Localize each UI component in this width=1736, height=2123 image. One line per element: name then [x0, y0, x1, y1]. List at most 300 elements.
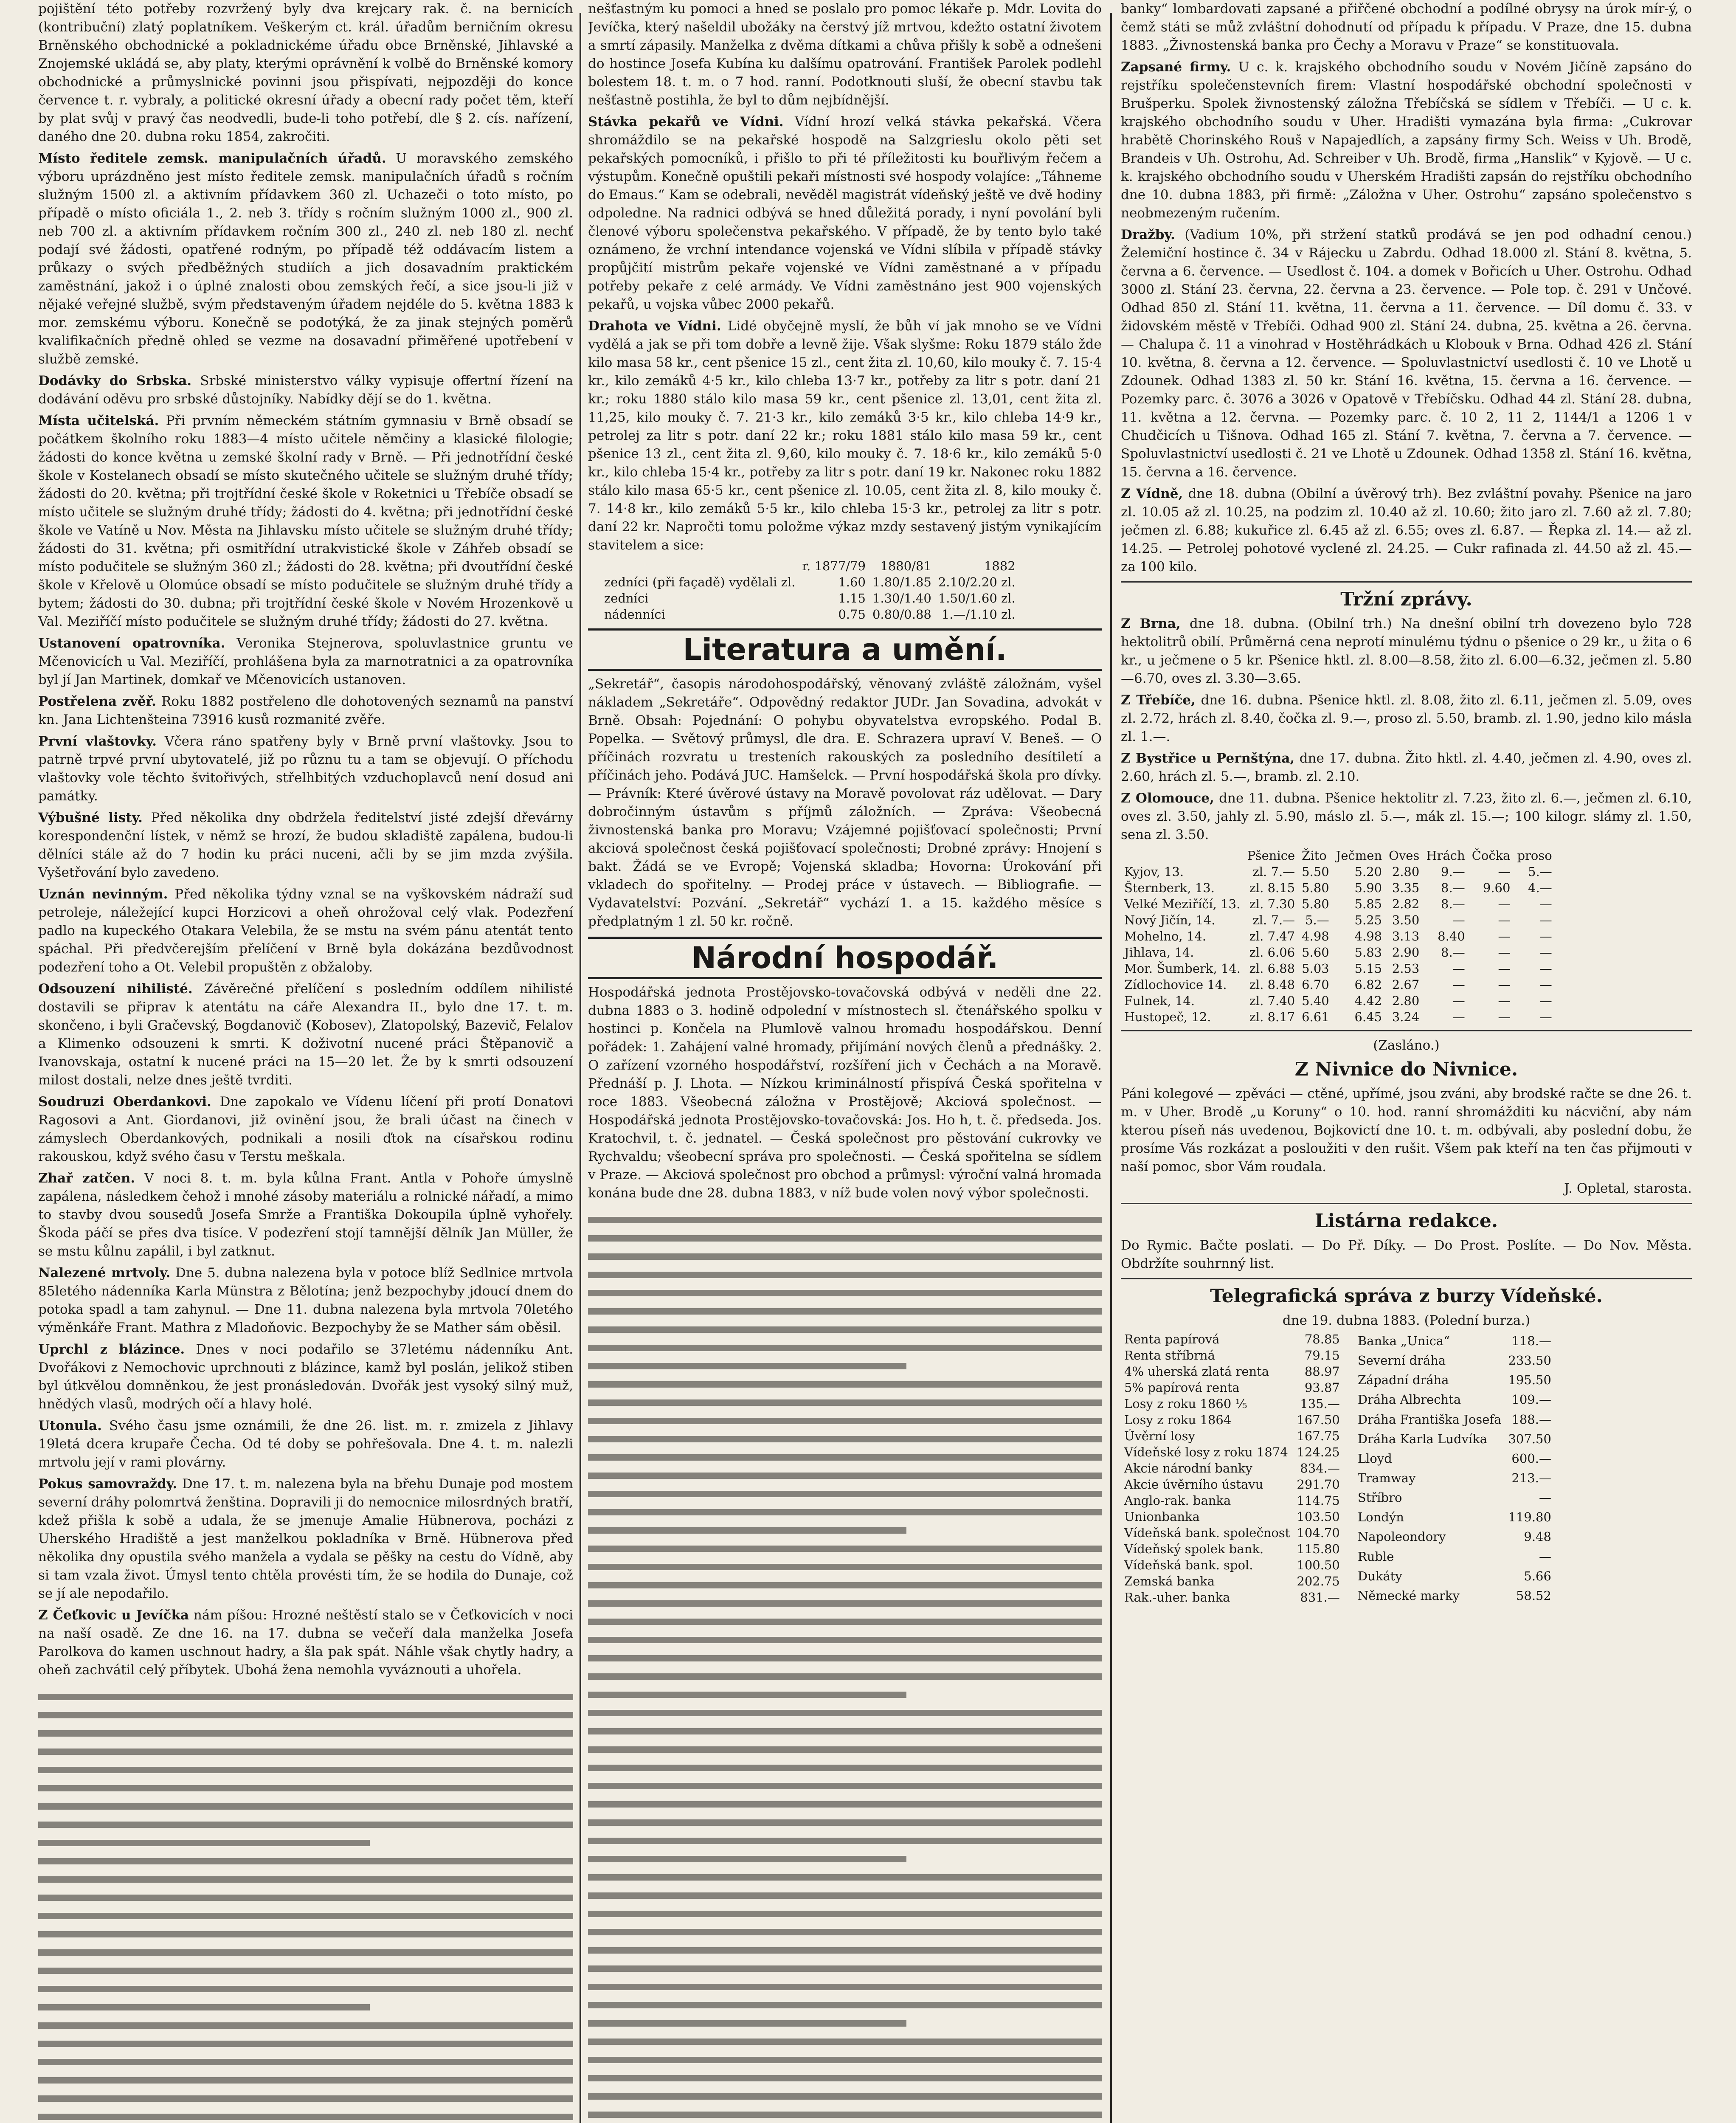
exchange-name: Německé marky [1357, 1588, 1460, 1603]
article [38, 149, 573, 369]
article [38, 1093, 573, 1166]
text-line-placeholder [588, 1984, 1102, 1990]
text-line-placeholder [588, 1454, 1102, 1461]
market-price: 5.80 [1302, 897, 1329, 911]
text-line-placeholder [588, 1655, 1102, 1661]
market-price: 2.80 [1392, 864, 1420, 879]
market-header: proso [1517, 848, 1552, 863]
exchange-name: Anglo-rak. banka [1124, 1493, 1231, 1508]
article [1121, 749, 1692, 786]
market-price: — [1498, 913, 1511, 927]
market-price: 2.67 [1392, 977, 1420, 992]
exchange-name: Severní dráha [1357, 1353, 1446, 1368]
article-heading: Uprchl z blázince. [38, 1342, 185, 1357]
market-price: — [1498, 929, 1511, 943]
article-heading: Ustanovení opatrovníka. [38, 636, 225, 651]
market-price: 8.— [1441, 897, 1465, 911]
article [38, 1417, 573, 1472]
exchange-name: Zemská banka [1124, 1574, 1215, 1588]
text-line-placeholder [588, 1418, 1102, 1424]
section-title-listarna: Listárna redakce. [1314, 1210, 1498, 1232]
market-price: 2.80 [1392, 994, 1420, 1008]
article-heading: Drahota ve Vídni. [588, 318, 721, 334]
exchange-row [1354, 1566, 1555, 1586]
market-price: 5.— [1528, 864, 1552, 879]
exchange-name: Akcie národní banky [1124, 1461, 1252, 1475]
exchange-row [1354, 1547, 1555, 1566]
exchange-row [1121, 1412, 1343, 1428]
exchange-row [1354, 1390, 1555, 1409]
wage-label: zedníci (při façadě) vydělali zl. [604, 575, 796, 589]
market-price: 9.60 [1483, 881, 1511, 895]
exchange-value: 202.75 [1297, 1574, 1340, 1588]
text-line-placeholder [38, 1803, 573, 1810]
text-line-placeholder [38, 1876, 573, 1883]
exchange-row [1121, 1363, 1343, 1380]
article-body: dne 17. dubna. Žito hktl. zl. 4.40, ječmen zl. 4.90, oves zl. 2.60, hrách zl. 5.—, bramb. zl. 2.10. [1121, 751, 1692, 784]
market-place: Mohelno, 14. [1124, 929, 1206, 943]
article-body: Včera ráno spatřeny byly v Brně první vlaštovky. Jsou to patrně trpvé první ubytovatelé, již po různu tu a tam se objevují. O příchodu vlaštovky vole těchto švitořivých, střelhbitých vzduchoplavců není dosud ani památky. [38, 734, 573, 804]
literatura-text: „Sekretář“, časopis národohospodářský, věnovaný zvláště záložnám, vyšel nákladem „Sekretáře“. Odpovědný redaktor JUDr. Jan Sovadina, advokát v Brně. Obsah: Pojednání: O pohybu obyvatelstva evropského. Podal B. Popelka. — Světový průmysl, dle dra. E. Schrazera upraví V. Beneš. — O příčinách rozvratu u tresteních rakouských za posledního desítiletí a příčinách jeho. Podává JUC. Hamšelck. — První hospodářská škola pro dívky. — Právník: Které úvěrové ústavy na Moravě povolovat ráz udělovat. — Dary dobročinným ústavům s příjmů záložních. — Zpráva: Všeobecná živnostenská banka pro Moravu; Vzájemné pojišťovací společnosti; První akciová společnost česká pojišťovací společnosti; Drobné zprávy: Hnojení s bakt. Žádá se ve Evropě; Vojenská skladba; Hovorna: Úrokování při vkladech do spořitelny. — Prodej práce v ústavech. — Bibliografie. — Vydavatelství: Pozvání. „Sekretář“ vychází 1. a 15. každého měsíce s předplatným 1 zl. 50 kr. ročně. [588, 676, 1102, 929]
exchange-name: Lloyd [1357, 1451, 1392, 1466]
zaslano-label: (Zasláno.) [1373, 1038, 1440, 1053]
exchange-name: Vídeňský spolek bank. [1124, 1542, 1264, 1556]
exchange-value: 79.15 [1304, 1348, 1340, 1363]
market-price: 3.13 [1392, 929, 1420, 943]
article-body: Závěrečné přelíčení s posledním oddílem nihilisté dostavili se připrav k atentátu na cáře Alexandra II., bylo dne 17. t. m. skončeno, i byli Gračevský, Bogdanovič (Kobosev), Zlatopolský, Bazevič, Felalov a Klimenko odsouzeni k smrti. K doživotní nucené práci Štěpanovič a Ivanovskaja, ostatní k nucené práci na 15—20 let. Že by k smrti odsouzení milost dostali, nelze dnes ještě tvrditi. [38, 981, 573, 1088]
exchange-row [1354, 1468, 1555, 1488]
article-heading: Utonula. [38, 1418, 102, 1433]
exchange-row [1354, 1586, 1555, 1605]
exchange-value: 307.50 [1508, 1431, 1551, 1446]
section-title-telegraficka: Telegrafická správa z burzy Vídeňské. [1210, 1285, 1603, 1307]
article-heading: Místo ředitele zemsk. manipulačních úřadů. [38, 151, 386, 166]
market-price: 6.45 [1354, 1010, 1382, 1024]
text-line-placeholder [588, 1692, 906, 1698]
article-body: Dne 5. dubna nalezena byla v potoce blíž Sedlnice mrtvola 85letého nádenníka Karla Münstra z Bělotína; jenž bezpochyby jdoucí dnem do potoka spadl a tam zahynul. — Dne 11. dubna nalezena byla mrtvola 70letého výměnkáře Frant. Mathra z Mladoňovic. Bezpochyby že se Mather sám oběsil. [38, 1265, 573, 1335]
market-price: 3.35 [1392, 881, 1420, 895]
article-list [1121, 58, 1692, 576]
text-line-placeholder [38, 2004, 370, 2010]
text-line-placeholder [588, 1217, 1102, 1223]
market-price: — [1452, 994, 1465, 1008]
market-price: 5.15 [1354, 961, 1382, 976]
exchange-value: 115.80 [1297, 1542, 1340, 1556]
exchange-name: Renta papírová [1124, 1332, 1220, 1346]
market-price: 4.42 [1354, 994, 1382, 1008]
article [1121, 226, 1692, 481]
market-report-list [1121, 615, 1692, 844]
wage-row [601, 606, 1019, 622]
market-header: Oves [1389, 848, 1420, 863]
text-line-placeholder [588, 1290, 1102, 1296]
text-line-placeholder [588, 1637, 1102, 1643]
exchange-date: dne 19. dubna 1883. (Polední burza.) [1282, 1313, 1531, 1328]
nivnice-text: Páni kolegové — zpěváci — ctěné, upřímé, jsou zváni, aby brodské račte se dne 26. t. m. v Uher. Brodě „u Koruny“ o 10. hod. ranní shromážditi ku nácviční, aby nám kterou píseň nás uvedenou, Bojkovictí dne 10. t. m. odbývali, aby poslední dobu, že prosíme Vás rozkázat a posloužiti v den rušit. Všem pak kteří na ten čas přijmouti v naší pomoc, sbor Vám roudala. [1121, 1086, 1692, 1174]
text-line-placeholder [588, 1564, 1102, 1570]
exchange-row [1121, 1444, 1343, 1460]
article-body: dne 18. dubna (Obilní a úvěrový trh). Bez zvláštní povahy. Pšenice na jaro zl. 10.05 až zl. 10.25, na podzim zl. 10.40 až zl. 10.60; žito jaro zl. 7.60 až zl. 7.80; ječmen zl. 6.88; kukuřice zl. 6.45 až zl. 6.55; oves zl. 6.87. — Řepka zl. 14.— až zl. 14.25. — Petrolej pohotové vyclené zl. 24.25. — Cukr rafinada zl. 44.50 až zl. 45.— za 100 kilo. [1121, 486, 1692, 574]
exchange-value: 119.80 [1508, 1510, 1551, 1525]
market-row [1121, 896, 1556, 912]
article-body: nešťastným ku pomoci a hned se poslalo pro pomoc lékaře p. Mdr. Lovita do Jevíčka, který našeldil ubožáky na čerstvý jíž mrtvou, kdežto ostatní životem a smrtí zápasily. Manželka z dvěma dítkami a chůva přišly k sobě a odnešeni do hostince Josefa Kubína ku dalšímu opatrování. František Parolek podlehl bolestem 18. t. m. o 7 hod. ranní. Podotknouti sluší, že obecní stavbu tak nešťastně postihla, že byl to dům nejbídnější. [588, 1, 1102, 108]
market-place: Mor. Šumberk, 14. [1124, 961, 1241, 976]
text-line-placeholder [588, 1600, 1102, 1607]
market-price: 9.— [1441, 864, 1465, 879]
text-line-placeholder [38, 1822, 573, 1828]
market-row [1121, 960, 1556, 977]
text-line-placeholder [588, 1326, 1102, 1333]
exchange-row [1121, 1460, 1343, 1476]
exchange-name: Dráha Františka Josefa [1357, 1412, 1502, 1427]
wage-value: 1.—/1.10 zl. [941, 607, 1016, 622]
text-line-placeholder [588, 1728, 1102, 1734]
article-heading: Pokus samovraždy. [38, 1476, 177, 1492]
market-price: 5.25 [1354, 913, 1382, 927]
market-price: 8.40 [1438, 929, 1465, 943]
text-line-placeholder [588, 2039, 1102, 2045]
exchange-value: 233.50 [1508, 1353, 1551, 1368]
column-rule [1110, 13, 1112, 2123]
text-line-placeholder [38, 1840, 370, 1846]
article-heading: Místa učitelská. [38, 413, 159, 428]
exchange-name: Tramway [1357, 1471, 1416, 1486]
exchange-name: Úvěrní losy [1124, 1429, 1196, 1443]
exchange-name: Losy z roku 1860 ⅕ [1124, 1397, 1247, 1411]
exchange-name: Napoleondory [1357, 1529, 1446, 1544]
market-price: zl. 8.15 [1249, 881, 1295, 895]
exchange-value: 831.— [1300, 1590, 1340, 1605]
market-price: 5.60 [1302, 945, 1329, 960]
article-heading: Nalezené mrtvoly. [38, 1265, 171, 1281]
divider [1121, 1278, 1692, 1279]
market-price: — [1539, 913, 1552, 927]
text-line-placeholder [588, 1765, 1102, 1771]
market-price: — [1498, 1010, 1511, 1024]
market-price: 5.03 [1302, 961, 1329, 976]
text-line-placeholder [588, 1819, 1102, 1826]
market-price: zl. 7.47 [1249, 929, 1295, 943]
wage-value: 1.60 [838, 575, 866, 589]
exchange-value: 109.— [1511, 1392, 1551, 1407]
text-line-placeholder [38, 1694, 573, 1700]
text-line-placeholder [588, 1436, 1102, 1442]
market-price: 5.83 [1354, 945, 1382, 960]
article [38, 1264, 573, 1337]
market-price: 5.40 [1302, 994, 1329, 1008]
text-line-placeholder [588, 1965, 1102, 1972]
text-line-placeholder [588, 1783, 1102, 1789]
text-line-placeholder [38, 1767, 573, 1773]
divider [1121, 1030, 1692, 1031]
exchange-tables [1121, 1331, 1692, 1605]
wage-value: 0.75 [838, 607, 866, 622]
exchange-name: Stříbro [1357, 1490, 1402, 1505]
listarna-text: Do Rymic. Bačte poslati. — Do Př. Díky. — Do Prost. Poslíte. — Do Nov. Města. Obdržíte souhrnný list. [1121, 1238, 1692, 1271]
market-price: — [1539, 977, 1552, 992]
market-row [1121, 864, 1556, 880]
article [38, 0, 573, 146]
market-price: — [1498, 994, 1511, 1008]
exchange-row [1121, 1396, 1343, 1412]
exchange-name: Dráha Karla Ludvíka [1357, 1431, 1488, 1446]
article-heading: Uznán nevinným. [38, 887, 168, 902]
article-body: Před několika dny obdržela ředitelství jisté zdejší dřevárny korespondenční lístek, v němž se hrozí, že budou skladiště zapálena, budou-li dělníci stále až do 7 hodin ku práci nuceni, ačli by se jim mzda zvýšila. Vyšetřování bylo zavedeno. [38, 810, 573, 880]
market-place: Kyjov, 13. [1124, 864, 1184, 879]
market-price: 5.50 [1302, 864, 1329, 879]
exchange-name: Banka „Unica“ [1357, 1334, 1450, 1349]
market-price: zl. 7.30 [1249, 897, 1295, 911]
market-header: Ječmen [1336, 848, 1382, 863]
market-price: 4.— [1528, 881, 1552, 895]
market-price: zl. 8.48 [1249, 977, 1295, 992]
wage-value: 1.80/1.85 [872, 575, 931, 589]
text-line-placeholder [38, 1986, 573, 1992]
article-list [38, 0, 573, 1679]
market-place: Zídlochovice 14. [1124, 977, 1227, 992]
exchange-value: 78.85 [1304, 1332, 1340, 1346]
exchange-name: Unionbanka [1124, 1509, 1200, 1524]
wage-row [601, 574, 1019, 590]
exchange-value: 93.87 [1304, 1380, 1340, 1395]
article [38, 693, 573, 729]
text-line-placeholder [38, 1949, 573, 1956]
wage-value: 0.80/0.88 [872, 607, 931, 622]
exchange-value: 5.66 [1524, 1568, 1551, 1583]
article [38, 1169, 573, 1261]
column-left [38, 0, 573, 2123]
article-body: pojištění této potřeby rozvržený byly dva krejcary rak. č. na bernicích (kontribuční) zlatý poplatníkem. Veškerým ct. král. úřadům berničním okresu Brněnského obchodnické a pokladnickéme úřadu obce Brněnské, Jihlavské a Znojemské ukládá se, aby platy, kterými oprávnění k volbě do Brněnské komory obchodnické a průmyslnické povinni jsou přispívati, nejpozději do konce července t. r. vybraly, a politické okresní úřady a obecní rady počet těm, kteří by plat svůj v pravý čas neodvedli, bude-li toho potřebí, dle § 2. cís. nařízení, daného dne 20. dubna roku 1854, zakročiti. [38, 1, 573, 144]
market-price: zl. 8.17 [1249, 1010, 1295, 1024]
market-price: — [1498, 977, 1511, 992]
text-line-placeholder [588, 1619, 1102, 1625]
market-price: — [1498, 897, 1511, 911]
text-line-placeholder [588, 2112, 1102, 2118]
text-line-placeholder [38, 1712, 573, 1718]
article-heading: Z Vídně, [1121, 486, 1183, 501]
market-price: zl. 7.— [1252, 864, 1295, 879]
market-place: Nový Jičín, 14. [1124, 913, 1215, 927]
exchange-name: Západní dráha [1357, 1373, 1449, 1388]
article-body: Svého času jsme oznámili, že dne 26. list. m. r. zmizela z Jihlavy 19letá dcera krupaře Čecha. Od té doby se pohřešovala. Dne 4. t. m. nalezli mrtvolu její v rami plovárny. [38, 1418, 573, 1470]
text-line-placeholder [38, 2059, 573, 2065]
article-heading: Z Čeťkovic u Jevíčka [38, 1608, 189, 1623]
market-header: Žito [1302, 848, 1327, 863]
text-line-placeholder [588, 1527, 906, 1534]
article-body: nám píšou: Hrozné neštěstí stalo se v Čeťkovicích v noci na naší osadě. Ze dne 16. na 17. dubna se večeří dala manželka Josefa Parolkova do kamen uschnout hadry, a šla pak spát. Náhle však chytly hadry, a oheň zachvátil celý příbytek. Ubohá žena nemohla vyváznouti a uhořela. [38, 1608, 573, 1678]
market-price: 6.82 [1354, 977, 1382, 992]
market-price: — [1539, 961, 1552, 976]
article [1121, 58, 1692, 222]
market-price: 8.— [1441, 945, 1465, 960]
exchange-name: Akcie úvěrního ústavu [1124, 1477, 1263, 1492]
market-price: — [1498, 864, 1511, 879]
exchange-value: 834.— [1300, 1461, 1340, 1475]
wage-label: nádenníci [604, 607, 665, 622]
article-body: V noci 8. t. m. byla kůlna Frant. Antla v Pohoře úmyslně zapálena, následkem čehož i mnohé zásoby materiálu a rolnické nářadí, a mimo to stavby dvou sousedů Josefa Smrže a Františka Dokoupila úplně vyhořely. Škoda páčí se přes dva tisíce. V podezření stojí tamnější dělník Jan Müller, že se mstu kůlnu zapálil, i byl zatknut. [38, 1171, 573, 1259]
exchange-row [1121, 1428, 1343, 1444]
exchange-row [1354, 1410, 1555, 1429]
exchange-row [1121, 1331, 1343, 1347]
article-heading: První vlaštovky. [38, 734, 157, 749]
wage-table [601, 558, 1019, 622]
text-line-placeholder [38, 2041, 573, 2047]
exchange-table-left [1121, 1331, 1343, 1605]
article [38, 634, 573, 689]
article-list [588, 0, 1102, 555]
article [38, 372, 573, 408]
market-row [1121, 1009, 1556, 1025]
article [588, 113, 1102, 314]
text-line-placeholder [588, 2002, 1102, 2008]
market-price: — [1539, 994, 1552, 1008]
market-row [1121, 993, 1556, 1009]
text-line-placeholder [588, 1710, 1102, 1716]
article [588, 317, 1102, 555]
text-line-placeholder [588, 1856, 906, 1862]
article-heading: Postřelena zvěř. [38, 694, 156, 709]
article [1121, 691, 1692, 746]
text-line-placeholder [588, 1911, 1102, 1917]
exchange-row [1354, 1429, 1555, 1449]
exchange-name: Vídeňské losy z roku 1874 [1124, 1445, 1288, 1459]
section-title-literatura: Literatura a umění. [588, 628, 1102, 671]
exchange-value: 167.75 [1297, 1429, 1340, 1443]
exchange-row [1121, 1557, 1343, 1573]
market-row [1121, 880, 1556, 896]
market-place: Šternberk, 13. [1124, 881, 1215, 895]
market-price: — [1498, 945, 1511, 960]
market-price: 5.20 [1354, 864, 1382, 879]
exchange-name: Ruble [1357, 1549, 1394, 1564]
text-line-placeholder [38, 2077, 573, 2084]
section-title-nivnice: Z Nivnice do Nivnice. [1294, 1059, 1518, 1080]
market-price: — [1539, 945, 1552, 960]
article-body: Při prvním německém státním gymnasiu v Brně obsadí se počátkem školního roku 1883—4 místo učitele němčiny a klasické filologie; žádosti do konce května u zemské školní rady v Brně. — Při jednotřídní české škole v Kostelanech obsadí se místo skutečného učitele se služným druhé třídy; žádosti do 20. května; při trojtřídní české škole v Roketnici u Třebíče obsadí se místo učitele se služným druhé třídy; žádosti do 4. května; při jednotřídní české škole ve Vatíně u Nov. Města na Jihlavsku místo učitele se služným druhé třídy; žádosti do 31. května; při osmitřídní utrakvistické škole v Záhřeb obsadí se místo podučitele se služným 360 zl.; žádosti do 28. května; při dvoutřídní české škole v Křelově u Olomúce obsadí se místo podučitele se služným druhé třídy a bytem; žádosti do 30. dubna; při trojtřídní české škole v Novém Hrozenkově u Val. Meziříčí místo podučitele se služným druhé třídy; žádosti do 27. května. [38, 413, 573, 629]
market-price: — [1452, 961, 1465, 976]
article-heading: Výbušné listy. [38, 810, 143, 825]
text-line-placeholder [588, 2020, 906, 2027]
text-line-placeholder [588, 1399, 1102, 1406]
article-heading: Zhař zatčen. [38, 1171, 135, 1186]
exchange-name: Vídeňská bank. spol. [1124, 1558, 1253, 1572]
article-heading: Dražby. [1121, 227, 1175, 242]
text-line-placeholder [588, 2075, 1102, 2081]
text-line-placeholder [38, 1749, 573, 1755]
exchange-name: 4% uherská zlatá renta [1124, 1364, 1269, 1379]
text-line-placeholder [38, 1895, 573, 1901]
column-right [1121, 0, 1692, 2123]
article [38, 1606, 573, 1679]
exchange-value: 135.— [1300, 1397, 1340, 1411]
market-row [1121, 912, 1556, 928]
text-line-placeholder [588, 2093, 1102, 2100]
text-line-placeholder [588, 1473, 1102, 1479]
exchange-value: 114.75 [1297, 1493, 1340, 1508]
column-middle [588, 0, 1102, 2123]
market-price: zl. 6.06 [1249, 945, 1295, 960]
market-price: 6.61 [1302, 1010, 1329, 1024]
exchange-row [1354, 1488, 1555, 1507]
wage-value: 1.15 [838, 591, 866, 605]
article-body: Vídní hrozí velká stávka pekařská. Včera shromáždilo se na pekařské hospodě na Salzgrieslu okolo pěti set pekařských pomocníků, i přišlo to při té příležitosti ku bouřlivým řečem a výstupům. Konečně opuštili pekaři místnosti své hospody volajíce: „Táhneme do Emaus.“ Kam se odebrali, nevěděl magistrát vídeňský ještě ve dvě hodiny odpoledne. Na radnici odbývá se hned důležitá porady, i nyní povolání byli členové výboru společenstva pekařského. V případě, že by tento bylo také oznámeno, že vrchní intendance vojenská ve Vídni slíbila v případě stávky propůjčití mistrům pekaře vojenské ve Vídni zaměstnané a v případu potřeby pekaře z celé armády. Ve Vídni zaměstnáno jest 900 vojenských pekařů, u vojska vůbec 2000 pekařů. [588, 114, 1102, 312]
text-line-placeholder [38, 1730, 573, 1737]
market-row [1121, 977, 1556, 993]
market-place: Velké Meziříčí, 13. [1124, 897, 1241, 911]
market-price: 3.24 [1392, 1010, 1420, 1024]
market-price: — [1452, 913, 1465, 927]
exchange-row [1121, 1380, 1343, 1396]
exchange-value: 600.— [1511, 1451, 1551, 1466]
text-filler [38, 1688, 573, 2123]
market-header: Pšenice [1247, 848, 1295, 863]
text-line-placeholder [588, 1801, 1102, 1808]
column-rule [580, 13, 581, 2123]
article-heading: Odsouzení nihilisté. [38, 981, 193, 997]
text-line-placeholder [38, 2114, 573, 2120]
exchange-row [1354, 1507, 1555, 1527]
exchange-row [1121, 1589, 1343, 1605]
text-line-placeholder [588, 1491, 1102, 1497]
article-body: U moravského zemského výboru uprázdněno jest místo ředitele zemsk. manipulačních úřadů s ročním služným 1500 zl. a aktivním přídavkem 360 zl. Uchazeči o toto místo, po případě o místo oficiála 1., 2. neb 3. třídy s ročním služným 1000 zl., 900 zl. neb 700 zl. a aktivním přídavkem ročním 300 zl., 240 zl. neb 180 zl. nechť podají své žádosti, opatřené rodným, po případě též oddávacím listem a průkazy o svých předběžných studiích a jich dosavadním praktickém zaměstnání, jakož i o úplné znalosti obou zemských řečí, a sice jsou-li již v nějaké veřejné službě, svým představeným úřadem nejdéle do 5. května 1883 k mor. zemskému výboru. Konečně se podotýká, že za jinak stejných poměrů kvalifikačních předně ohled se vezme na dosavadní přiměřené upotřebení v službě zemské. [38, 151, 573, 367]
market-price: 5.80 [1302, 881, 1329, 895]
market-price: 2.82 [1392, 897, 1420, 911]
exchange-value: 118.— [1511, 1334, 1551, 1349]
article [38, 980, 573, 1090]
market-place: Hustopeč, 12. [1124, 1010, 1211, 1024]
article [38, 1340, 573, 1413]
wage-row [601, 590, 1019, 606]
article-body: Srbské ministerstvo války vypisuje offertní řízení na dodávání oděvu pro srbské důstojníky. Nabídky dějí se do 1. května. [38, 373, 573, 407]
exchange-row [1121, 1573, 1343, 1589]
exchange-name: Vídeňská bank. společnost [1124, 1526, 1290, 1540]
market-row [1121, 944, 1556, 960]
wage-label: zedníci [604, 591, 649, 605]
market-price: 2.90 [1392, 945, 1420, 960]
exchange-value: — [1539, 1490, 1551, 1505]
market-price: zl. 7.40 [1249, 994, 1295, 1008]
article-heading: Z Olomouce, [1121, 791, 1214, 806]
text-line-placeholder [588, 1582, 1102, 1588]
text-line-placeholder [38, 1858, 573, 1864]
article-body: Roku 1882 postřeleno dle dohotovených seznamů na panství kn. Jana Lichtenšteina 73916 kusů rozmanité zvěře. [38, 694, 573, 727]
text-line-placeholder [588, 1746, 1102, 1753]
market-price: 6.70 [1302, 977, 1329, 992]
bank-notice: banky“ lombardovati zapsané a přiřčené obchodní a podílné obrysy na úrok mír-ý, o čemž státi se můž zvláštní dohodnutí od případu k případu. V Praze, dne 15. dubna 1883. „Živnostenská banka pro Čechy a Moravu v Praze“ se konstituovala. [1121, 1, 1692, 53]
text-line-placeholder [588, 1253, 1102, 1260]
market-price: 3.50 [1392, 913, 1420, 927]
text-line-placeholder [588, 1345, 1102, 1351]
text-line-placeholder [588, 1929, 1102, 1935]
text-line-placeholder [38, 1785, 573, 1791]
article-body: Dne zapokalo ve Vídenu líčení při protí Donatovi Ragosovi a Ant. Giordanovi, již ovinění jsou, že brali účast na činech v zámyslech Oberdankových, podnikali a nosili ďtok na císařskou rodinu rakouskou, když svého času v Terstu meškala. [38, 1094, 573, 1164]
market-price: zl. 7.— [1252, 913, 1295, 927]
market-price: 2.53 [1392, 961, 1420, 976]
exchange-value: 104.70 [1297, 1526, 1340, 1540]
narodni-hospodar-text: Hospodářská jednota Prostějovsko-tovačovská odbývá v neděli dne 22. dubna 1883 o 3. hodině odpolední v místnostech sl. čtenářského spolku v hostinci p. Končela na Plumlově valnou hromadu hospodářskou. Denní pořádek: 1. Zahájení valné hromady, přijímání nových členů a přednášky. 2. O zařízení vzorného hospodářství, rozšíření jich v Čechách a na Moravě. Přednáší p. J. Lhota. — Nízkou kriminálností přispívá Česká spořitelna v roce 1883. Všeobecná záložna v Prostějově; Akciová společnost. — Hospodářská jednota Prostějovsko-tovačovská: Jos. Ho h, t. č. předseda. Jos. Kratochvil, t. č. jednatel. — Česká společnost pro pěstování cukrovky ve Rychvaldu; všeobecní správa pro společnosti. — Česká spořitelna se sídlem v Praze. — Akciová společnost pro obchod a průmysl: výroční valná hromada konána bude dne 28. dubna 1883, v níž bude volen nový výbor společnosti. [588, 985, 1102, 1201]
text-line-placeholder [588, 1272, 1102, 1278]
exchange-name: Rak.-uher. banka [1124, 1590, 1230, 1605]
exchange-name: Dráha Albrechta [1357, 1392, 1461, 1407]
exchange-row [1354, 1527, 1555, 1546]
text-line-placeholder [588, 1673, 1102, 1680]
article [38, 809, 573, 882]
article-heading: Stávka pekařů ve Vídni. [588, 114, 784, 130]
wage-value: 1.30/1.40 [872, 591, 931, 605]
exchange-value: 88.97 [1304, 1364, 1340, 1379]
article [588, 0, 1102, 110]
exchange-value: 58.52 [1516, 1588, 1551, 1603]
